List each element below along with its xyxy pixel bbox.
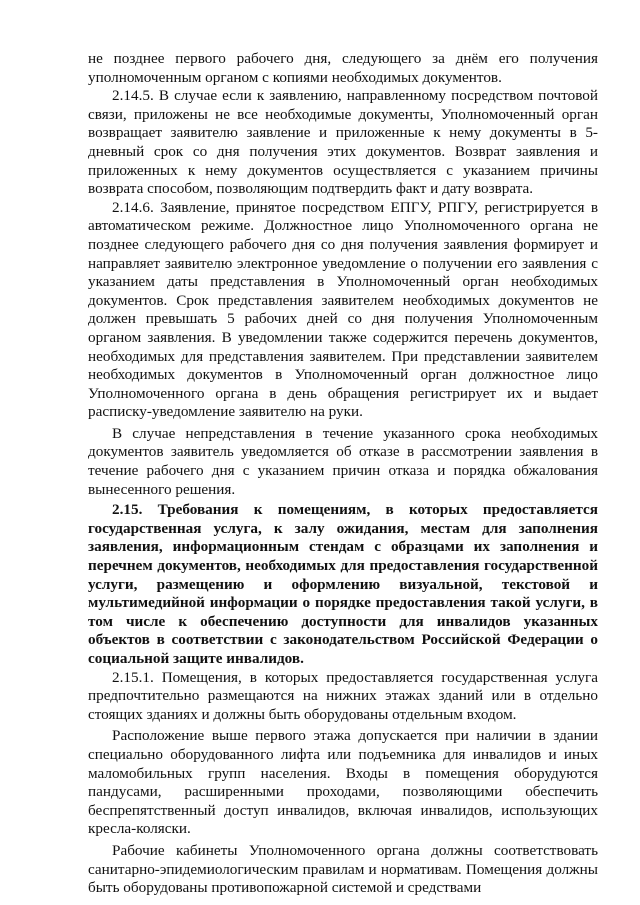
section-heading-2-15: 2.15. Требования к помещениям, в которых предоставляется государственная услуга, к залу ожидания, местам для заполнения заявления, информационным стендам с образцами их заполнения и перечнем документов, необходимых для предоставления государственной услуги, размещению и оформлению визуальной, текстовой и мультимедийной информации о порядке предоставления такой услуги, в том числе к обеспечению доступности для инвалидов указанных объектов в соответствии с законодательством Российской Федерации о социальной защите инвалидов. — [88, 501, 598, 667]
paragraph-2-15-1: 2.15.1. Помещения, в которых предоставляется государственная услуга предпочтительно размещаются на нижних этажах зданий или в отдельно стоящих зданиях и должны быть оборудованы отдельным входом. — [88, 668, 598, 723]
paragraph-2-14-5: 2.14.5. В случае если к заявлению, направленному посредством почтовой связи, приложены не все необходимые документы, Уполномоченный орган возвращает заявителю заявление и приложенные к нему документы в 5-дневный срок со дня получения этих документов. Возврат заявления и приложенных к нему документов осуществляется с указанием причины возврата способом, позволяющим подтвердить факт и дату возврата. — [88, 87, 598, 198]
paragraph-work-rooms: Рабочие кабинеты Уполномоченного органа должны соответствовать санитарно-эпидемиологическим правилам и нормативам. Помещения должны быть оборудованы противопожарной системой и средствами — [88, 841, 598, 897]
paragraph-2-14-6: 2.14.6. Заявление, принятое посредством ЕПГУ, РПГУ, регистрируется в автоматическом режиме. Должностное лицо Уполномоченного органа не позднее следующего рабочего дня со дня получения заявления формирует и направляет заявителю электронное уведомление о получении его заявления с указанием даты представления в Уполномоченный орган необходимых документов. Срок представления заявителем необходимых документов не должен превышать 5 рабочих дней со дня получения Уполномоченным органом заявления. В уведомлении также содержится перечень документов, необходимых для представления заявителем. При представлении заявителем необходимых документов в Уполномоченный орган должностное лицо Уполномоченного органа в день обращения регистрирует их и выдает расписку-уведомление заявителю на руки. — [88, 198, 598, 421]
paragraph-non-submission: В случае непредставления в течение указанного срока необходимых документов заявитель уведомляется об отказе в рассмотрении заявления в течение рабочего дня с указанием причин отказа и порядка обжалования вынесенного решения. — [88, 424, 598, 498]
paragraph-continuation: не позднее первого рабочего дня, следующего за днём его получения уполномоченным органом с копиями необходимых документов. — [88, 50, 598, 86]
paragraph-upper-floor-access: Расположение выше первого этажа допускается при наличии в здании специально оборудованного лифта или подъемника для инвалидов и иных маломобильных групп населения. Входы в помещения оборудуются пандусами, расширенными проходами, позволяющими обеспечить беспрепятственный доступ инвалидов, включая инвалидов, использующих кресла-коляски. — [88, 727, 598, 838]
document-page — [88, 50, 598, 898]
